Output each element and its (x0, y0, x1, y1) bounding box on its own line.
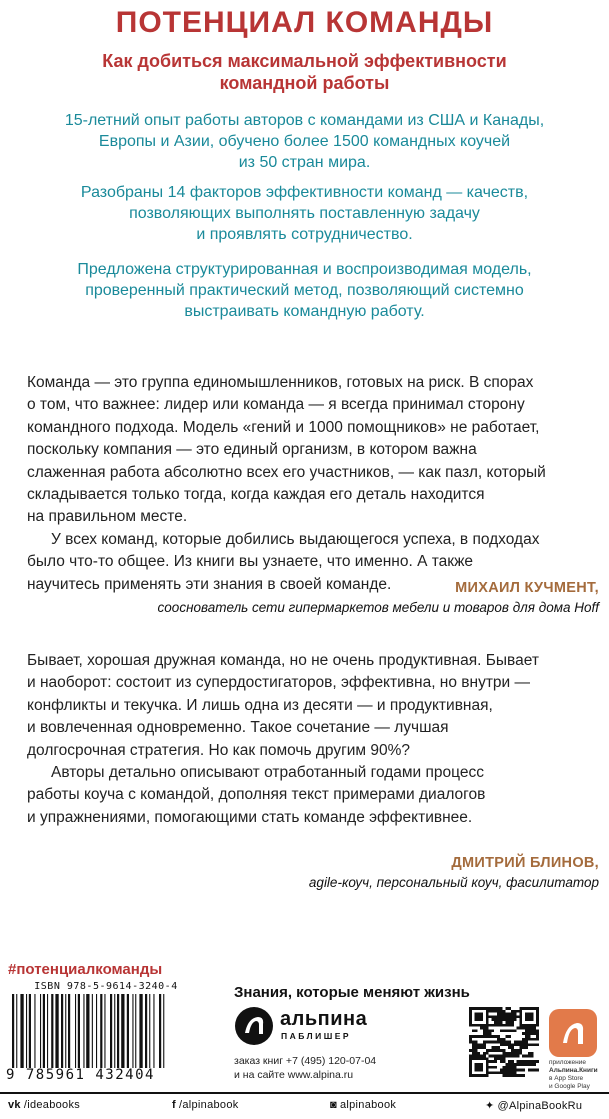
quote-line: и упражнениями, помогающими стать команде эффективнее. (27, 808, 473, 826)
barcode (6, 981, 206, 1085)
barcode-bars (10, 994, 206, 1068)
instagram-icon: ◙ (330, 1099, 337, 1111)
blurb-line: 15-летний опыт работы авторов с командами из США и Канады, (64, 112, 545, 129)
blurb-experience (30, 110, 579, 173)
blurb-line: из 50 стран мира. (238, 154, 371, 171)
publisher-subname: ПАБЛИШЕР (281, 1031, 352, 1041)
subtitle-line: Как добиться максимальной эффективности (102, 51, 507, 71)
social-twitter[interactable] (485, 1099, 582, 1112)
blurb-line: Разобраны 14 факторов эффективности команд — качеств, (80, 184, 529, 201)
blurb-line: проверенный практический метод, позволяющий системно (85, 282, 524, 299)
quote-line: и наоборот: состоит из супердостигаторов, эффективна, но внутри — (27, 674, 531, 692)
quote-line: на правильном месте. (27, 508, 188, 526)
subtitle-line: командной работы (219, 73, 390, 93)
order-phone: заказ книг +7 (495) 120-07-04 (234, 1055, 377, 1067)
app-promo-line: и Google Play (549, 1083, 590, 1090)
blurb-model (30, 259, 579, 322)
app-promo-line: в App Store (549, 1075, 584, 1082)
slogan: Знания, которые меняют жизнь (234, 984, 470, 1001)
quote-line: было что-то общее. Из книги вы узнаете, что именно. А также (27, 553, 474, 571)
social-instagram[interactable] (330, 1099, 396, 1111)
quote-line: командного подхода. Модель «гений и 1000 помощников» не работает, (27, 418, 540, 436)
app-promo-line: приложение (549, 1059, 586, 1066)
quote-line: поскольку компания — это единый организм, в котором важна (27, 441, 477, 459)
quote-blinov (27, 650, 597, 829)
quote-line: и вовлеченная одновременно. Такое сочетание — лучшая (27, 719, 449, 737)
page-title: ПОТЕНЦИАЛ КОМАНДЫ (115, 6, 494, 39)
barcode-digits: 9 785961 432404 (6, 1067, 155, 1083)
blurb-line: позволяющих выполнять поставленную задачу (129, 205, 480, 222)
app-promo (549, 1059, 607, 1091)
order-info (234, 1054, 376, 1082)
blurb-line: выстраивать командную работу. (184, 303, 425, 320)
quote-line: научитесь применять эти знания в своей команде. (27, 575, 392, 593)
quote-author: ДМИТРИЙ БЛИНОВ, (451, 855, 599, 871)
social-facebook[interactable] (172, 1099, 239, 1111)
quote-kuchment (27, 372, 597, 596)
alpina-app-icon (549, 1009, 597, 1057)
twitter-icon: ✦ (485, 1100, 495, 1112)
quote-line: Бывает, хорошая дружная команда, но не очень продуктивная. Бывает (27, 652, 539, 669)
app-icon (549, 1009, 597, 1057)
quote-line: работы коуча с командой, дополняя текст примерами диалогов (27, 786, 486, 804)
quote-line: конфликты и текучка. И лишь одна из десяти — и продуктивная, (27, 696, 493, 714)
quote-author-role: сооснователь сети гипермаркетов мебели и товаров для дома Hoff (157, 600, 599, 615)
blurb-line: и проявлять сотрудничество. (196, 226, 413, 243)
quote-author-role: agile-коуч, персональный коуч, фасилитатор (308, 875, 599, 890)
social-facebook-handle: /alpinabook (178, 1099, 239, 1111)
app-promo-line: Альпина.Книги (549, 1067, 598, 1074)
blurb-factors (30, 182, 579, 245)
social-vk-handle: /ideabooks (23, 1099, 81, 1111)
blurb-line: Предложена структурированная и воспроизводимая модель, (77, 261, 532, 278)
publisher-name: альпина (280, 1008, 368, 1030)
publisher-logo (234, 1006, 424, 1046)
social-instagram-handle: alpinabook (339, 1099, 397, 1111)
qr-code-icon (469, 1007, 539, 1077)
vk-icon: vk (8, 1099, 21, 1111)
blurb-line: Европы и Азии, обучено более 1500 командных коучей (98, 133, 511, 150)
quote-line: Авторы детально описывают отработанный годами процесс (51, 764, 484, 782)
quote-line: о том, что важнее: лидер или команда — я всегда принимал сторону (27, 396, 525, 414)
order-website: и на сайте www.alpina.ru (234, 1069, 354, 1081)
social-vk[interactable] (8, 1099, 80, 1111)
footer-socials (0, 1092, 609, 1119)
social-twitter-handle: @AlpinaBookRu (497, 1100, 583, 1112)
quote-author: МИХАИЛ КУЧМЕНТ, (455, 580, 599, 596)
quote-line: У всех команд, которые добились выдающегося успеха, в подходах (51, 530, 540, 548)
quote-line: слаженная работа абсолютно всех его участников, — как пазл, который (27, 463, 546, 481)
isbn-label: ISBN 978-5-9614-3240-4 (34, 981, 178, 992)
facebook-icon: f (172, 1099, 176, 1111)
alpina-logo-icon (234, 1006, 274, 1046)
quote-line: складывается только тогда, когда каждая его деталь находится (27, 486, 485, 504)
hashtag: #потенциалкоманды (8, 961, 163, 978)
quote-line: долгосрочная стратегия. Но как помочь другим 90%? (27, 741, 411, 759)
page-subtitle (0, 50, 609, 94)
quote-line: Команда — это группа единомышленников, готовых на риск. В спорах (27, 374, 534, 391)
